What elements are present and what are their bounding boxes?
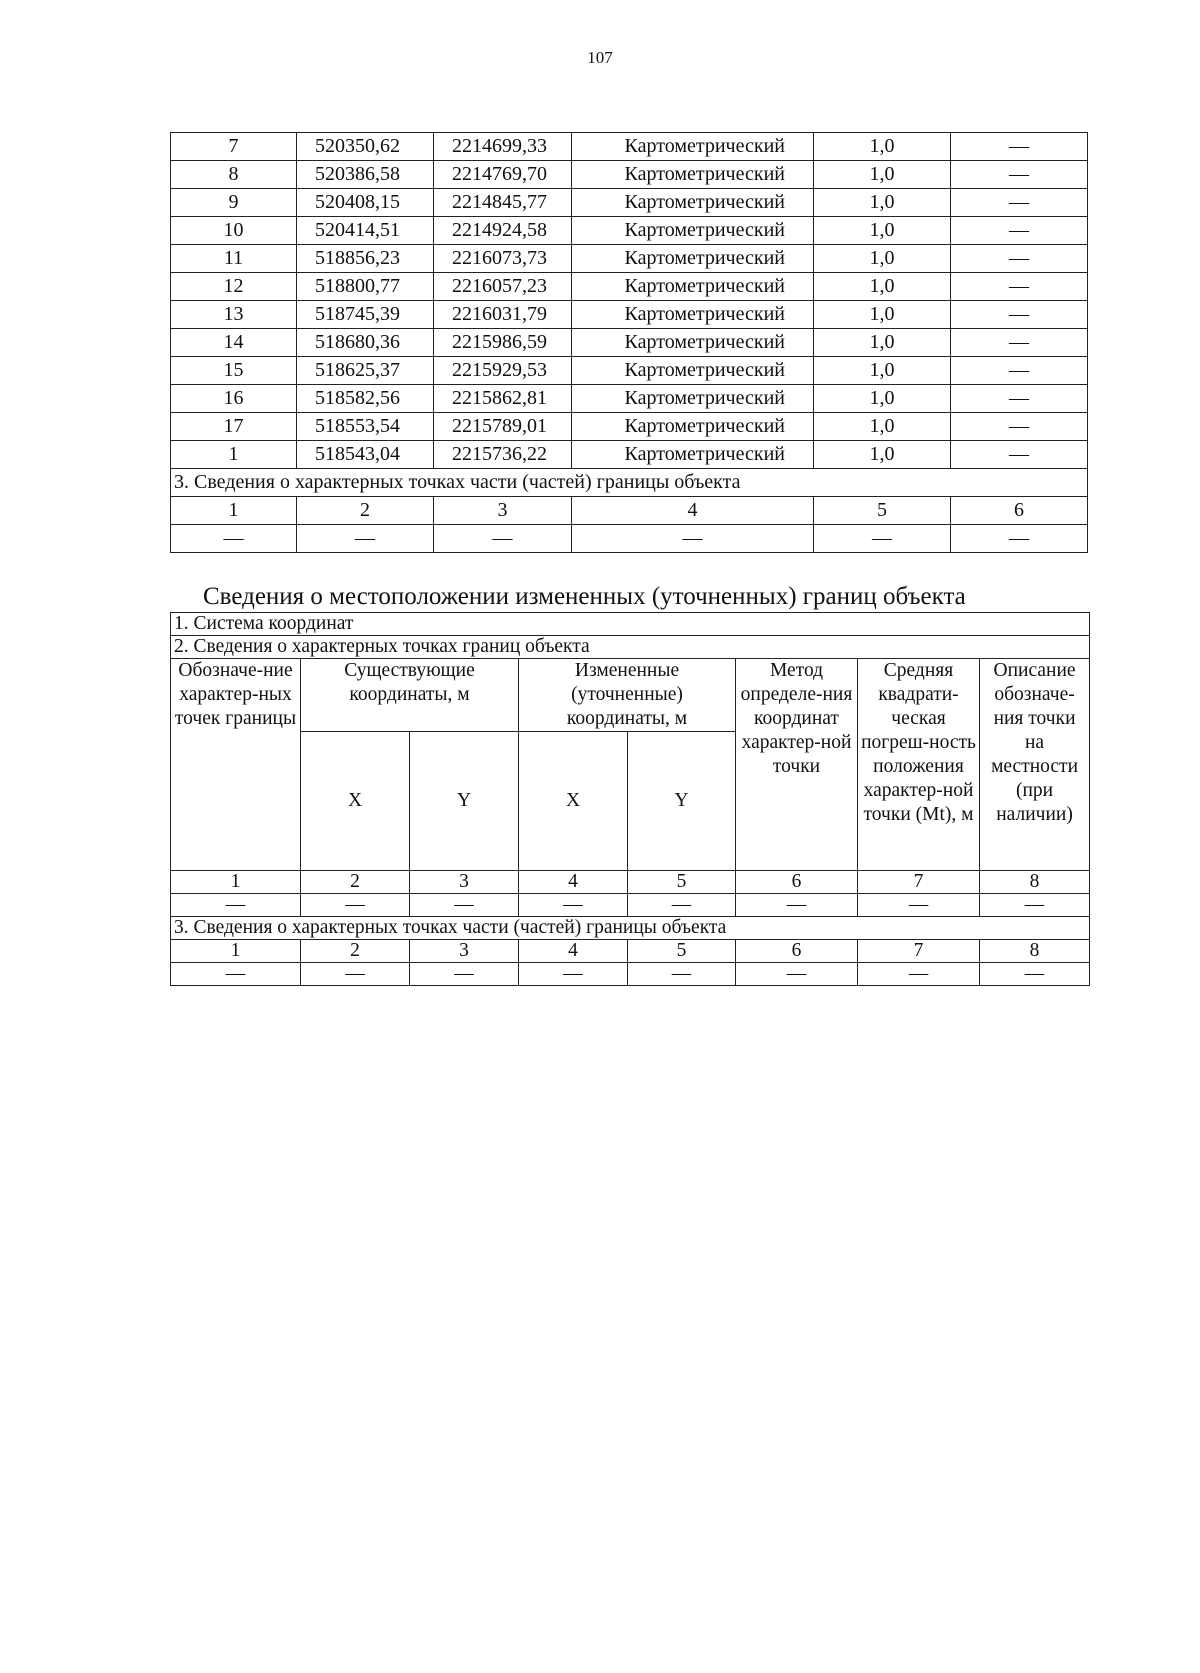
- table-row: [171, 245, 1088, 273]
- point-number: 16: [171, 385, 297, 413]
- x-header: X: [301, 732, 410, 871]
- boundary-points-heading: 2. Сведения о характерных точках границ объекта: [171, 636, 1090, 659]
- description-cell: —: [951, 385, 1088, 413]
- dash-cell: —: [736, 963, 858, 986]
- changed-boundaries-table: [170, 612, 1090, 986]
- table-row: [171, 133, 1088, 161]
- column-number: 8: [980, 871, 1090, 894]
- y-coordinate: 2214699,33: [434, 133, 572, 161]
- accuracy-cell: 1,0: [814, 385, 951, 413]
- point-number: 17: [171, 413, 297, 441]
- column-numbers-row: [171, 871, 1090, 894]
- x-coordinate: 520350,62: [297, 133, 434, 161]
- point-number: 11: [171, 245, 297, 273]
- table-row: [171, 385, 1088, 413]
- method-cell: Картометрический: [572, 273, 814, 301]
- method-cell: Картометрический: [572, 133, 814, 161]
- table-row: [171, 329, 1088, 357]
- boundary-points-table: [170, 132, 1088, 553]
- description-cell: —: [951, 161, 1088, 189]
- y-coordinate: 2215929,53: [434, 357, 572, 385]
- column-number: 6: [951, 497, 1088, 525]
- accuracy-cell: 1,0: [814, 161, 951, 189]
- point-number: 8: [171, 161, 297, 189]
- x-coordinate: 518582,56: [297, 385, 434, 413]
- y-coordinate: 2214845,77: [434, 189, 572, 217]
- dash-cell: —: [980, 963, 1090, 986]
- method-cell: Картометрический: [572, 217, 814, 245]
- column-number: 2: [301, 940, 410, 963]
- accuracy-cell: 1,0: [814, 357, 951, 385]
- y-coordinate: 2216057,23: [434, 273, 572, 301]
- method-cell: Картометрический: [572, 413, 814, 441]
- table-row: [171, 413, 1088, 441]
- description-cell: —: [951, 273, 1088, 301]
- point-number: 7: [171, 133, 297, 161]
- method-cell: Картометрический: [572, 301, 814, 329]
- column-number: 4: [519, 871, 628, 894]
- column-number: 5: [628, 940, 736, 963]
- existing-coordinates-header: Существующие координаты, м: [301, 659, 519, 732]
- accuracy-cell: 1,0: [814, 413, 951, 441]
- accuracy-cell: 1,0: [814, 133, 951, 161]
- column-number: 1: [171, 497, 297, 525]
- dash-cell: —: [171, 894, 301, 917]
- method-cell: Картометрический: [572, 357, 814, 385]
- accuracy-cell: 1,0: [814, 189, 951, 217]
- x-coordinate: 518745,39: [297, 301, 434, 329]
- accuracy-cell: 1,0: [814, 329, 951, 357]
- table-row: [171, 217, 1088, 245]
- table-row: [171, 357, 1088, 385]
- y-header: Y: [628, 732, 736, 871]
- point-number: 10: [171, 217, 297, 245]
- dash-cell: —: [980, 894, 1090, 917]
- dash-cell: —: [814, 525, 951, 553]
- empty-row: [171, 894, 1090, 917]
- y-coordinate: 2216031,79: [434, 301, 572, 329]
- dash-cell: —: [572, 525, 814, 553]
- description-cell: —: [951, 133, 1088, 161]
- column-number: 6: [736, 871, 858, 894]
- description-cell: —: [951, 357, 1088, 385]
- dash-cell: —: [410, 894, 519, 917]
- description-cell: —: [951, 413, 1088, 441]
- table-row: [171, 273, 1088, 301]
- point-number: 13: [171, 301, 297, 329]
- column-number: 5: [628, 871, 736, 894]
- column-numbers-row: [171, 497, 1088, 525]
- dash-cell: —: [171, 963, 301, 986]
- column-number: 3: [434, 497, 572, 525]
- x-coordinate: 520414,51: [297, 217, 434, 245]
- coordinate-system-heading: 1. Система координат: [171, 613, 1090, 636]
- y-coordinate: 2215862,81: [434, 385, 572, 413]
- method-cell: Картометрический: [572, 441, 814, 469]
- table-row: [171, 189, 1088, 217]
- method-cell: Картометрический: [572, 329, 814, 357]
- point-number: 1: [171, 441, 297, 469]
- description-cell: —: [951, 441, 1088, 469]
- description-header: Описание обозначе-ния точки на местности (при наличии): [980, 659, 1090, 871]
- dash-cell: —: [858, 963, 980, 986]
- designation-header: Обозначе-ние характер-ных точек границы: [171, 659, 301, 871]
- page-number: 107: [587, 48, 613, 67]
- column-number: 6: [736, 940, 858, 963]
- column-number: 8: [980, 940, 1090, 963]
- column-number: 7: [858, 940, 980, 963]
- column-number: 2: [297, 497, 434, 525]
- column-number: 7: [858, 871, 980, 894]
- description-cell: —: [951, 245, 1088, 273]
- x-coordinate: 518553,54: [297, 413, 434, 441]
- part-points-section: [171, 469, 1088, 553]
- boundary-points-rows: [171, 133, 1088, 469]
- dash-cell: —: [628, 963, 736, 986]
- dash-cell: —: [951, 525, 1088, 553]
- accuracy-cell: 1,0: [814, 273, 951, 301]
- dash-cell: —: [858, 894, 980, 917]
- dash-cell: —: [297, 525, 434, 553]
- x-coordinate: 520408,15: [297, 189, 434, 217]
- method-header: Метод определе-ния координат характер-ной точки: [736, 659, 858, 871]
- y-coordinate: 2215736,22: [434, 441, 572, 469]
- point-number: 15: [171, 357, 297, 385]
- dash-cell: —: [519, 963, 628, 986]
- y-coordinate: 2215789,01: [434, 413, 572, 441]
- column-number: 1: [171, 940, 301, 963]
- dash-cell: —: [171, 525, 297, 553]
- description-cell: —: [951, 217, 1088, 245]
- accuracy-cell: 1,0: [814, 245, 951, 273]
- method-cell: Картометрический: [572, 245, 814, 273]
- x-coordinate: 518856,23: [297, 245, 434, 273]
- column-number: 5: [814, 497, 951, 525]
- column-number: 3: [410, 871, 519, 894]
- accuracy-cell: 1,0: [814, 217, 951, 245]
- section-title: Сведения о местоположении измененных (уточненных) границ объекта: [203, 583, 966, 610]
- point-number: 12: [171, 273, 297, 301]
- changed-coordinates-header: Измененные (уточненные) координаты, м: [519, 659, 736, 732]
- dash-cell: —: [301, 963, 410, 986]
- x-coordinate: 520386,58: [297, 161, 434, 189]
- column-number: 2: [301, 871, 410, 894]
- x-header: X: [519, 732, 628, 871]
- y-coordinate: 2215986,59: [434, 329, 572, 357]
- table-row: [171, 441, 1088, 469]
- dash-cell: —: [736, 894, 858, 917]
- empty-row: [171, 525, 1088, 553]
- dash-cell: —: [519, 894, 628, 917]
- method-cell: Картометрический: [572, 385, 814, 413]
- point-number: 9: [171, 189, 297, 217]
- empty-row: [171, 963, 1090, 986]
- x-coordinate: 518543,04: [297, 441, 434, 469]
- description-cell: —: [951, 189, 1088, 217]
- table-row: [171, 301, 1088, 329]
- accuracy-cell: 1,0: [814, 441, 951, 469]
- dash-cell: —: [301, 894, 410, 917]
- column-number: 1: [171, 871, 301, 894]
- point-number: 14: [171, 329, 297, 357]
- x-coordinate: 518800,77: [297, 273, 434, 301]
- section-3-heading: 3. Сведения о характерных точках части (частей) границы объекта: [171, 469, 1088, 497]
- column-numbers-row: [171, 940, 1090, 963]
- dash-cell: —: [628, 894, 736, 917]
- accuracy-cell: 1,0: [814, 301, 951, 329]
- x-coordinate: 518680,36: [297, 329, 434, 357]
- column-number: 4: [572, 497, 814, 525]
- description-cell: —: [951, 301, 1088, 329]
- column-number: 3: [410, 940, 519, 963]
- dash-cell: —: [410, 963, 519, 986]
- dash-cell: —: [434, 525, 572, 553]
- y-coordinate: 2214924,58: [434, 217, 572, 245]
- x-coordinate: 518625,37: [297, 357, 434, 385]
- part-points-heading: 3. Сведения о характерных точках части (частей) границы объекта: [171, 917, 1090, 940]
- y-coordinate: 2214769,70: [434, 161, 572, 189]
- table-row: [171, 161, 1088, 189]
- y-header: Y: [410, 732, 519, 871]
- y-coordinate: 2216073,73: [434, 245, 572, 273]
- description-cell: —: [951, 329, 1088, 357]
- column-number: 4: [519, 940, 628, 963]
- method-cell: Картометрический: [572, 189, 814, 217]
- method-cell: Картометрический: [572, 161, 814, 189]
- accuracy-header: Средняя квадрати-ческая погреш-ность положения характер-ной точки (Mt), м: [858, 659, 980, 871]
